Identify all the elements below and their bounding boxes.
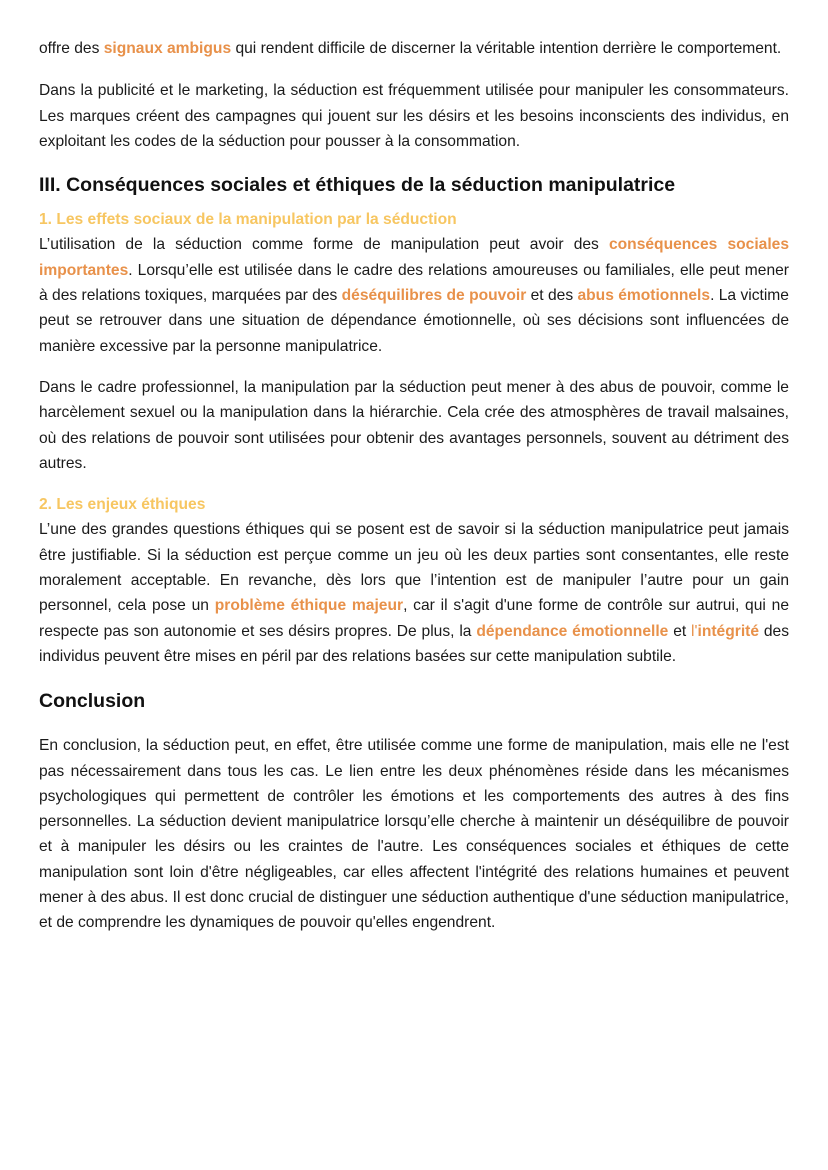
section-heading: III. Conséquences sociales et éthiques de la séduction manipulatrice	[39, 174, 676, 197]
highlight-term: dépendance émotionnelle	[476, 622, 669, 640]
text-run: . La victime peut se retrouver dans une situation de dépendance émotionnelle, où ses décisions sont influencées de manière excessive par la personne manipulatrice.	[39, 287, 789, 355]
highlight-term: l'	[691, 622, 698, 640]
paragraph-professional: Dans le cadre professionnel, la manipulation par la séduction peut mener à des abus de pouvoir, comme le harcèlement sexuel ou la manipulation dans la hiérarchie. Cela crée des atmosphères de travail malsaines, où des relations de pouvoir sont utilisées pour obtenir des avantages personnels, souvent au détriment des autres.	[39, 378, 789, 472]
document-page	[39, 36, 789, 936]
paragraph-social-effects	[39, 232, 789, 358]
highlight-term: conséquences sociales importantes	[39, 236, 789, 279]
text-run: offre des	[39, 40, 104, 57]
paragraph-ethics	[39, 517, 789, 669]
text-run: , car il s'agit d'une forme de contrôle sur autrui, qui ne respecte pas son autonomie et ses désirs propres. De plus, la	[39, 597, 789, 640]
text-run: . Lorsqu’elle est utilisée dans le cadre des relations amoureuses ou familiales, elle peut mener à des relations toxiques, marquées par des	[39, 261, 789, 305]
highlight-term: déséquilibres de pouvoir	[341, 287, 527, 305]
text-run: L’utilisation de la séduction comme forme de manipulation peut avoir des	[39, 236, 609, 254]
paragraph-marketing: Dans la publicité et le marketing, la séduction est fréquemment utilisée pour manipuler les consommateurs. Les marques créent des campagnes qui jouent sur les désirs et les besoins inconscients des individus, en exploitant les codes de la séduction pour pousser à la consommation.	[39, 82, 789, 150]
text-run: qui rendent difficile de discerner la véritable intention derrière le comportement.	[231, 40, 782, 57]
conclusion-heading: Conclusion	[39, 690, 146, 713]
text-run: L’une des grandes questions éthiques qui se posent est de savoir si la séduction manipulatrice peut jamais être justifiable. Si la séduction est perçue comme un jeu où les deux parties sont consentantes, elle reste moralement acceptable. En revanche, dès lors que l’intention est de manipuler l’autre pour un gain personnel, cela pose un	[39, 521, 789, 615]
subheading-social-effects: 1. Les effets sociaux de la manipulation par la séduction	[39, 211, 457, 229]
highlight-term: abus émotionnels	[577, 287, 711, 305]
paragraph-conclusion: En conclusion, la séduction peut, en effet, être utilisée comme une forme de manipulation, mais elle ne l'est pas nécessairement dans tous les cas. Le lien entre les deux phénomènes réside dans les mécanismes psychologiques qui permettent de contrôler les émotions et les comportements des autres à des fins personnelles. La séduction devient manipulatrice lorsqu’elle cherche à maintenir un déséquilibre de pouvoir et à manipuler les désirs ou les craintes de l'autre. Les conséquences sociales et éthiques de cette manipulation sont loin d'être négligeables, car elles affectent l'intégrité des relations humaines et peuvent mener à des abus. Il est donc crucial de distinguer une séduction authentique d'une séduction manipulatrice, et de comprendre les dynamiques de pouvoir qu'elles engendrent.	[39, 737, 789, 932]
subheading-ethics: 2. Les enjeux éthiques	[39, 496, 206, 514]
highlight-term: signaux ambigus	[103, 40, 232, 57]
highlight-term: problème éthique majeur	[214, 597, 404, 615]
paragraph-intro	[39, 36, 789, 61]
text-run: des individus peuvent être mises en péril par des relations basées sur cette manipulation subtile.	[39, 622, 790, 665]
text-run: et	[668, 622, 692, 640]
text-run: et des	[526, 287, 578, 305]
highlight-term: intégrité	[697, 622, 760, 640]
